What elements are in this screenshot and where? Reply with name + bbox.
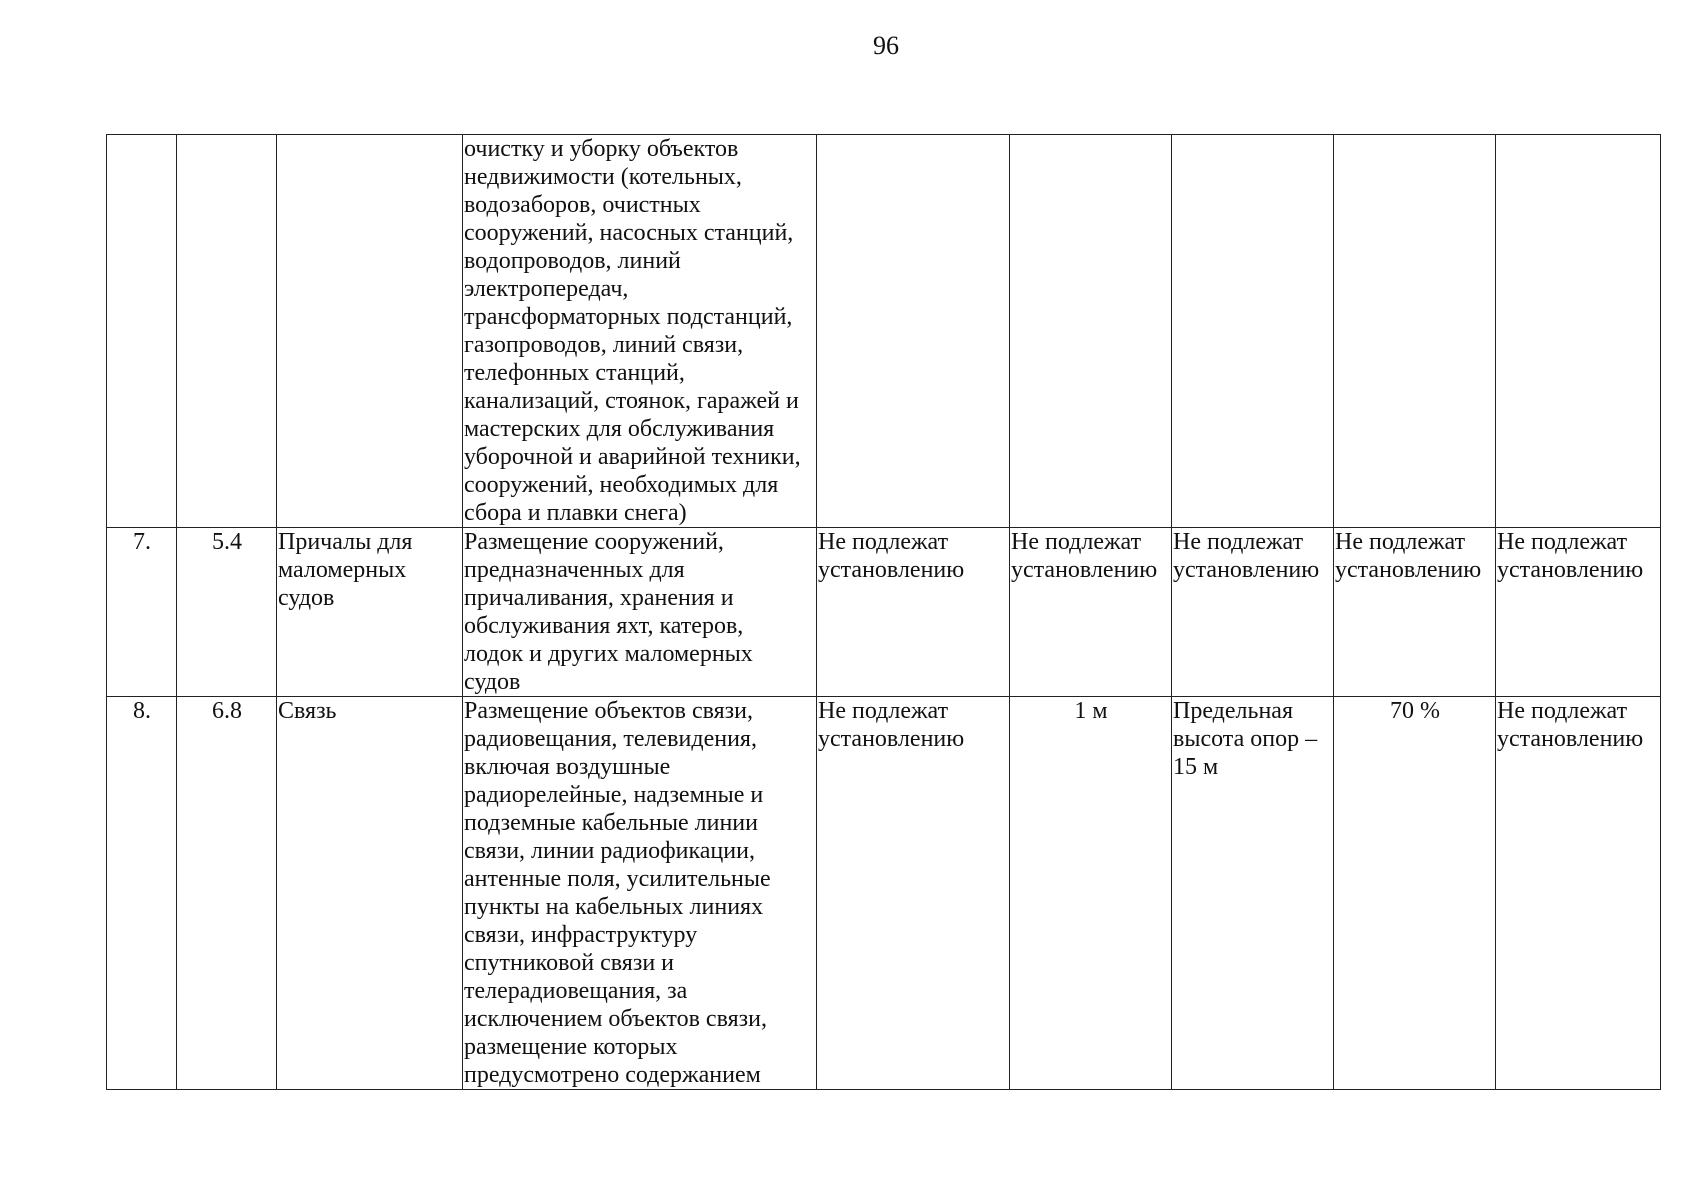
- regulations-table: [106, 134, 1661, 1090]
- use-code-cell: 5.4: [177, 528, 277, 697]
- table-row: [107, 697, 1661, 1090]
- param-cell-5: Не подлежат установлению: [1496, 697, 1661, 1090]
- row-number-cell: 8.: [107, 697, 177, 1090]
- use-name-cell: [277, 135, 463, 528]
- table-row: [107, 135, 1661, 528]
- use-name-cell: Причалы для маломерных судов: [277, 528, 463, 697]
- param-cell-2: Не подлежат установлению: [1010, 528, 1172, 697]
- param-cell-4: [1334, 135, 1496, 528]
- use-description-cell: очистку и уборку объектов недвижимости (котельных, водозаборов, очистных сооружений, насосных станций, водопроводов, линий электропередач, трансформаторных подстанций, газопроводов, линий связи, телефонных станций, канализаций, стоянок, гаражей и мастерских для обслуживания уборочной и аварийной техники, сооружений, необходимых для сбора и плавки снега): [463, 135, 817, 528]
- page-number: 96: [873, 31, 899, 60]
- row-number-cell: [107, 135, 177, 528]
- param-cell-1: [817, 135, 1010, 528]
- param-cell-3: [1172, 135, 1334, 528]
- param-cell-4: 70 %: [1334, 697, 1496, 1090]
- param-cell-1: Не подлежат установлению: [817, 528, 1010, 697]
- param-cell-2: 1 м: [1010, 697, 1172, 1090]
- param-cell-5: Не подлежат установлению: [1496, 528, 1661, 697]
- use-description-cell: Размещение объектов связи, радиовещания, телевидения, включая воздушные радиорелейные, надземные и подземные кабельные линии связи, линии радиофикации, антенные поля, усилительные пункты на кабельных линиях связи, инфраструктуру спутниковой связи и телерадиовещания, за исключением объектов связи, размещение которых предусмотрено содержанием: [463, 697, 817, 1090]
- param-cell-4: Не подлежат установлению: [1334, 528, 1496, 697]
- use-name-cell: Связь: [277, 697, 463, 1090]
- param-cell-1: Не подлежат установлению: [817, 697, 1010, 1090]
- row-number-cell: 7.: [107, 528, 177, 697]
- use-code-cell: [177, 135, 277, 528]
- use-code-cell: 6.8: [177, 697, 277, 1090]
- param-cell-3: Предельная высота опор – 15 м: [1172, 697, 1334, 1090]
- table-row: [107, 528, 1661, 697]
- param-cell-3: Не подлежат установлению: [1172, 528, 1334, 697]
- param-cell-2: [1010, 135, 1172, 528]
- use-description-cell: Размещение сооружений, предназначенных для причаливания, хранения и обслуживания яхт, катеров, лодок и других маломерных судов: [463, 528, 817, 697]
- param-cell-5: [1496, 135, 1661, 528]
